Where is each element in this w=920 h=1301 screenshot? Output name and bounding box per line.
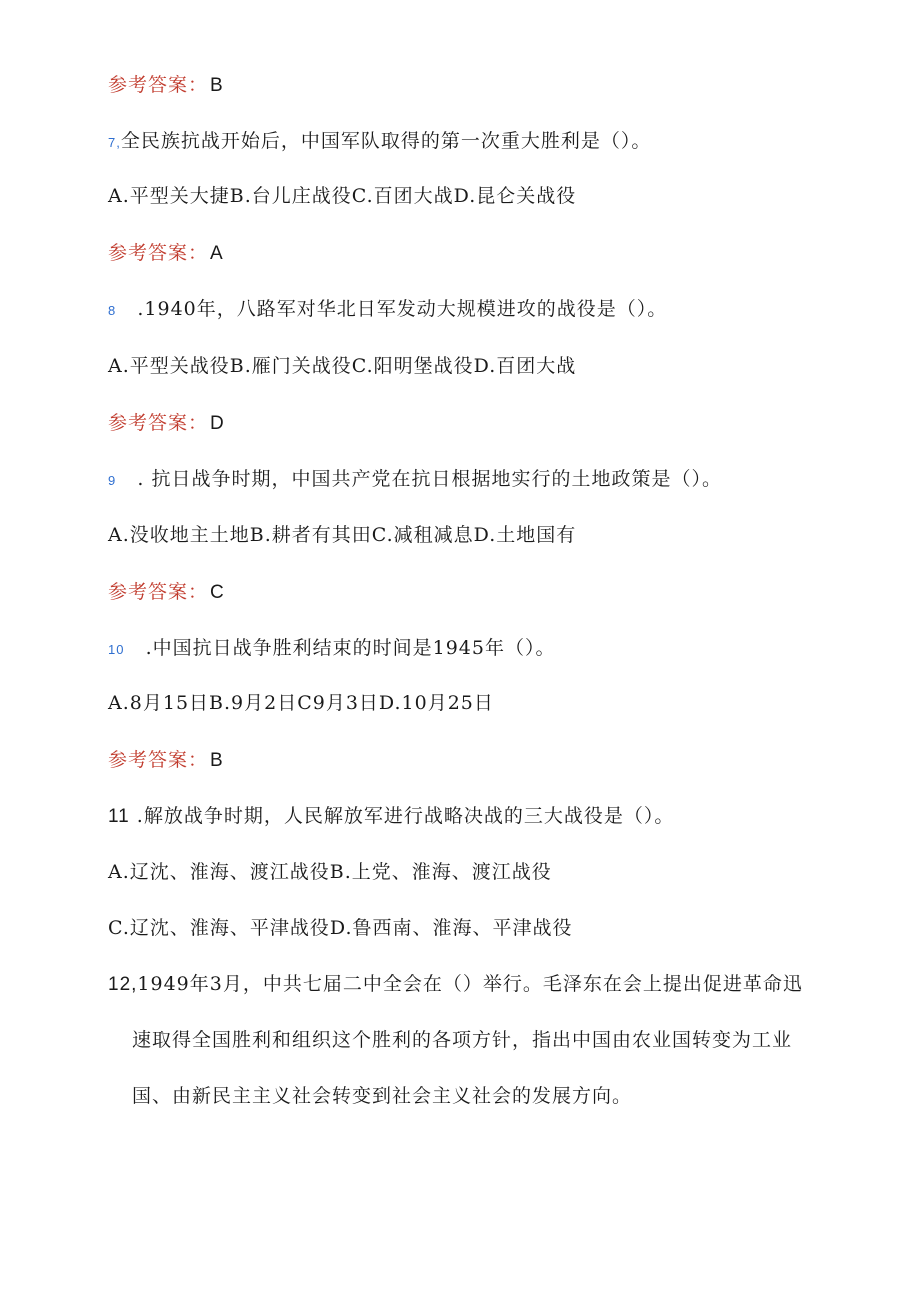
question-9	[108, 467, 722, 493]
answer-label: 参考答案：	[108, 749, 209, 771]
question-12-line2	[132, 1028, 792, 1052]
question-number: 10	[108, 642, 125, 657]
answer-label: 参考答案：	[108, 581, 209, 603]
answer-value: A	[210, 243, 224, 264]
options-text: A.没收地主土地B.耕者有其田C.减租减息D.土地国有	[108, 524, 577, 546]
question-12-line3	[132, 1084, 632, 1108]
question-10	[108, 636, 556, 662]
answer-value: B	[210, 75, 224, 96]
options-text: A.平型关战役B.雁门关战役C.阳明堡战役D.百团大战	[108, 355, 577, 377]
answer-line-6	[108, 73, 224, 98]
answer-value: C	[210, 582, 225, 603]
options-text: A.8月15日B.9月2日C9月3日D.10月25日	[108, 692, 494, 714]
options-7	[108, 184, 576, 208]
question-text-line3: 国、由新民主主义社会转变到社会主义社会的发展方向。	[132, 1085, 633, 1107]
options-11-line2	[108, 916, 573, 940]
answer-line-9	[108, 580, 225, 605]
question-number: 11	[108, 806, 130, 827]
question-7	[108, 129, 651, 155]
answer-line-8	[108, 411, 225, 436]
question-text-line2: 速取得全国胜利和组织这个胜利的各项方针，指出中国由农业国转变为工业	[132, 1029, 793, 1051]
options-10	[108, 691, 494, 715]
question-number: 7,	[108, 135, 121, 150]
answer-label: 参考答案：	[108, 74, 209, 96]
options-8	[108, 354, 576, 378]
answer-label: 参考答案：	[108, 412, 209, 434]
question-text-line1: 1949年3月，中共七届二中全会在（）举行。毛泽东在会上提出促进革命迅	[137, 973, 803, 995]
question-number: 12,	[108, 974, 138, 995]
question-text: .解放战争时期，人民解放军进行战略决战的三大战役是（）。	[136, 805, 675, 827]
question-12	[108, 972, 803, 997]
options-text: C.辽沈、淮海、平津战役D.鲁西南、淮海、平津战役	[108, 917, 573, 939]
answer-value: D	[210, 413, 225, 434]
answer-label: 参考答案：	[108, 242, 209, 264]
options-11-line1	[108, 860, 552, 884]
question-11	[108, 804, 674, 829]
options-text: A.平型关大捷B.台儿庄战役C.百团大战D.昆仑关战役	[108, 185, 577, 207]
question-number: 9	[108, 473, 117, 488]
question-8	[108, 297, 667, 323]
question-text: .1940年，八路军对华北日军发动大规模进攻的战役是（）。	[137, 298, 668, 320]
options-text: A.辽沈、淮海、渡江战役B.上党、淮海、渡江战役	[108, 861, 552, 883]
question-text: . 抗日战争时期，中国共产党在抗日根据地实行的土地政策是（）。	[137, 468, 722, 490]
question-number: 8	[108, 303, 117, 318]
answer-line-10	[108, 748, 224, 773]
answer-line-7	[108, 241, 224, 266]
question-text: 全民族抗战开始后，中国军队取得的第一次重大胜利是（）。	[120, 130, 652, 152]
question-text: .中国抗日战争胜利结束的时间是1945年（）。	[145, 637, 556, 659]
options-9	[108, 523, 576, 547]
answer-value: B	[210, 750, 224, 771]
